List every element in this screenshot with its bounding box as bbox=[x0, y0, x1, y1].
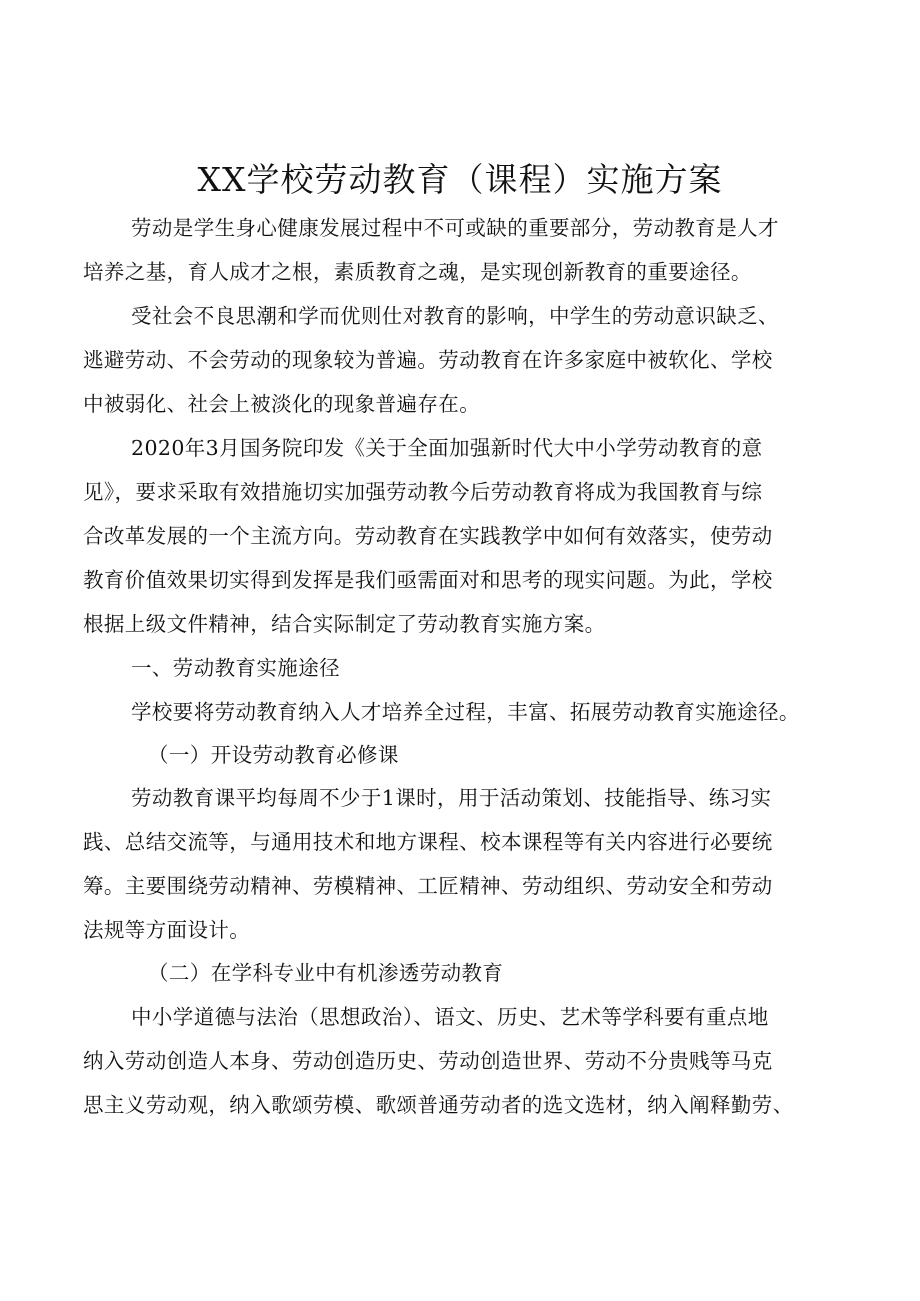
paragraph-line: 纳入劳动创造人本身、劳动创造历史、劳动创造世界、劳动不分贵贱等马克 bbox=[83, 1049, 773, 1073]
paragraph-line: 中被弱化、社会上被淡化的现象普遍存在。 bbox=[83, 392, 481, 416]
paragraph-line: 逃避劳动、不会劳动的现象较为普遍。劳动教育在许多家庭中被软化、学校 bbox=[83, 348, 773, 372]
paragraph-line: 法规等方面设计。 bbox=[83, 918, 251, 942]
paragraph-line: 培养之基，育人成才之根，素质教育之魂，是实现创新教育的重要途径。 bbox=[83, 260, 752, 284]
paragraph-line: 劳动教育课平均每周不少于1课时，用于活动策划、技能指导、练习实 bbox=[131, 786, 772, 810]
paragraph-line: 2020年3月国务院印发《关于全面加强新时代大中小学劳动教育的意 bbox=[131, 436, 763, 460]
subsection-heading: （二）在学科专业中有机渗透劳动教育 bbox=[148, 961, 504, 985]
paragraph-line: 学校要将劳动教育纳入人才培养全过程，丰富、拓展劳动教育实施途径。 bbox=[131, 700, 800, 724]
paragraph-line: 根据上级文件精神，结合实际制定了劳动教育实施方案。 bbox=[83, 612, 606, 636]
paragraph-line: 中小学道德与法治（思想政治）、语文、历史、艺术等学科要有重点地 bbox=[131, 1005, 769, 1029]
paragraph-line: 思主义劳动观，纳入歌颂劳模、歌颂普通劳动者的选文选材，纳入阐释勤劳、 bbox=[83, 1093, 794, 1117]
paragraph-line: 劳动是学生身心健康发展过程中不可或缺的重要部分，劳动教育是人才 bbox=[131, 216, 779, 240]
paragraph-line: 见》，要求采取有效措施切实加强劳动教今后劳动教育将成为我国教育与综 bbox=[83, 480, 763, 504]
paragraph-line: 合改革发展的一个主流方向。劳动教育在实践教学中如何有效落实，使劳动 bbox=[83, 524, 773, 548]
section-heading: 一、劳动教育实施途径 bbox=[131, 656, 340, 680]
subsection-heading: （一）开设劳动教育必修课 bbox=[148, 743, 399, 767]
paragraph-line: 教育价值效果切实得到发挥是我们亟需面对和思考的现实问题。为此，学校 bbox=[83, 568, 773, 592]
paragraph-line: 受社会不良思潮和学而优则仕对教育的影响，中学生的劳动意识缺乏、 bbox=[131, 304, 779, 328]
paragraph-line: 筹。主要围绕劳动精神、劳模精神、工匠精神、劳动组织、劳动安全和劳动 bbox=[83, 874, 773, 898]
paragraph-line: 践、总结交流等，与通用技术和地方课程、校本课程等有关内容进行必要统 bbox=[83, 830, 773, 854]
document-title: XX学校劳动教育（课程）实施方案 bbox=[197, 160, 723, 199]
